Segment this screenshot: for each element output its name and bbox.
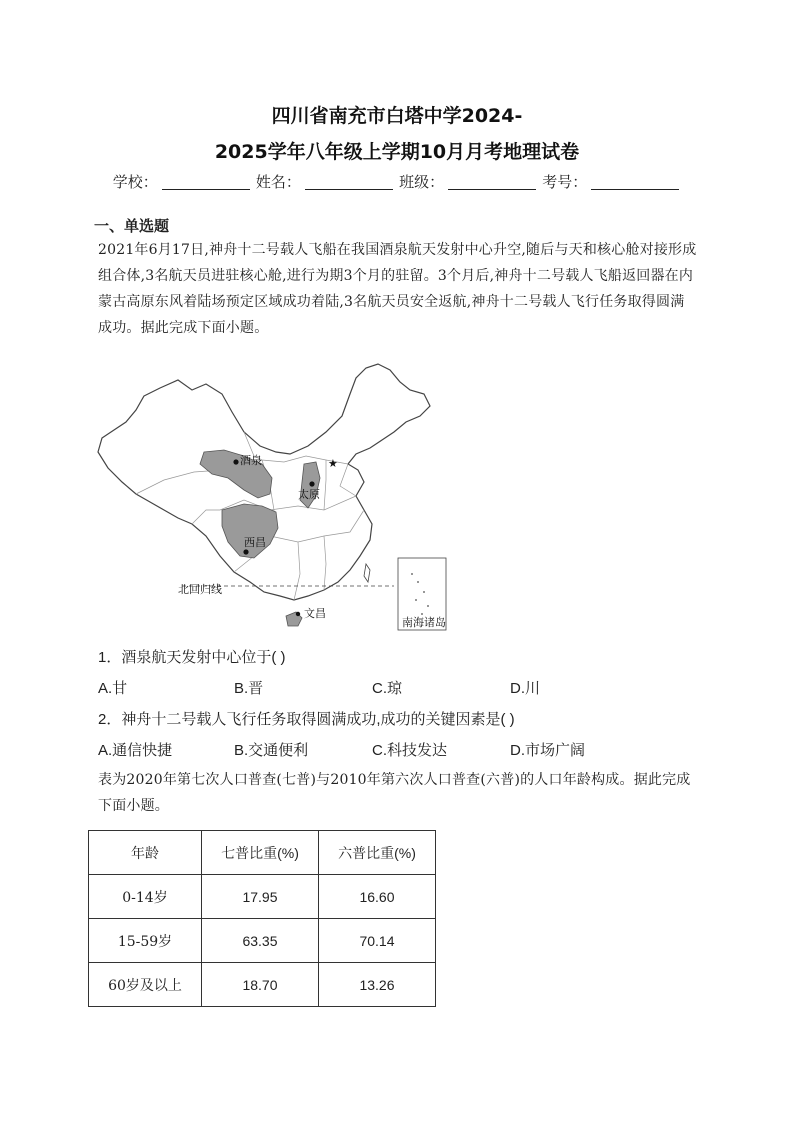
china-map bbox=[94, 360, 448, 634]
taiyuan-dot bbox=[309, 481, 314, 486]
name-label: 姓名： bbox=[255, 174, 301, 191]
q2-option-c[interactable]: C.科技发达 bbox=[372, 742, 448, 759]
tropic-label: 北回归线 bbox=[178, 583, 222, 596]
table-cell: 16.60 bbox=[319, 875, 436, 919]
question-2-stem: 2．神舟十二号载人飞行任务取得圆满成功,成功的关键因素是( ) bbox=[98, 711, 515, 728]
table-cell: 63.35 bbox=[202, 919, 319, 963]
q1-option-d[interactable]: D.川 bbox=[510, 680, 541, 697]
table-header-row bbox=[89, 831, 436, 875]
wenchang-label: 文昌 bbox=[304, 607, 326, 620]
passage-shenzhou: 2021年6月17日,神舟十二号载人飞船在我国酒泉航天发射中心升空,随后与天和核心舱对接形成组合体,3名航天员进驻核心舱,进行为期3个月的驻留。3个月后,神舟十二号载人飞船返回器在内蒙古高原东风着陆场预定区域成功着陆,3名航天员安全返航,神舟十二号载人飞行任务取得圆满成功。据此完成下面小题。 bbox=[98, 242, 697, 336]
table-row bbox=[89, 919, 436, 963]
taiwan-island bbox=[364, 564, 370, 582]
table-header-cell: 六普比重(%) bbox=[319, 831, 436, 875]
passage-census: 表为2020年第七次人口普查(七普)与2010年第六次人口普查(六普)的人口年龄构成。据此完成下面小题。 bbox=[98, 772, 691, 814]
taiyuan-label: 太原 bbox=[298, 488, 320, 501]
q1-option-a[interactable]: A.甘 bbox=[98, 680, 128, 697]
wenchang-dot bbox=[296, 612, 300, 616]
table-cell: 15-59岁 bbox=[89, 919, 202, 963]
q2-option-d[interactable]: D.市场广阔 bbox=[510, 742, 586, 759]
q1-option-c[interactable]: C.琼 bbox=[372, 680, 403, 697]
table-cell: 70.14 bbox=[319, 919, 436, 963]
school-label: 学校： bbox=[112, 174, 158, 191]
class-blank[interactable] bbox=[448, 175, 536, 190]
section-title: 一、单选题 bbox=[94, 217, 170, 235]
age-structure-table bbox=[88, 830, 436, 1007]
table-cell: 60岁及以上 bbox=[89, 963, 202, 1007]
q2-option-b[interactable]: B.交通便利 bbox=[234, 742, 309, 759]
beijing-star-icon: ★ bbox=[328, 457, 338, 470]
school-blank[interactable] bbox=[162, 175, 250, 190]
jiuquan-dot bbox=[233, 459, 238, 464]
table-header-cell: 七普比重(%) bbox=[202, 831, 319, 875]
table-cell: 0-14岁 bbox=[89, 875, 202, 919]
student-info-row bbox=[0, 171, 794, 192]
q2-option-a[interactable]: A.通信快捷 bbox=[98, 742, 173, 759]
jiuquan-label: 酒泉 bbox=[240, 454, 262, 467]
table-row bbox=[89, 875, 436, 919]
xichang-label: 西昌 bbox=[244, 536, 266, 549]
table-cell: 13.26 bbox=[319, 963, 436, 1007]
exam-number-blank[interactable] bbox=[591, 175, 679, 190]
xichang-dot bbox=[243, 549, 248, 554]
exam-number-label: 考号： bbox=[542, 174, 588, 191]
table-cell: 18.70 bbox=[202, 963, 319, 1007]
q1-option-b[interactable]: B.晋 bbox=[234, 680, 264, 697]
exam-title-line1: 四川省南充市白塔中学2024- bbox=[271, 105, 523, 127]
exam-title-line2: 2025学年八年级上学期10月月考地理试卷 bbox=[214, 141, 580, 163]
inset-label: 南海诸岛 bbox=[402, 616, 446, 629]
question-1-stem: 1．酒泉航天发射中心位于( ) bbox=[98, 649, 286, 666]
name-blank[interactable] bbox=[305, 175, 393, 190]
table-header-cell: 年龄 bbox=[89, 831, 202, 875]
class-label: 班级： bbox=[399, 174, 445, 191]
table-row bbox=[89, 963, 436, 1007]
table-cell: 17.95 bbox=[202, 875, 319, 919]
